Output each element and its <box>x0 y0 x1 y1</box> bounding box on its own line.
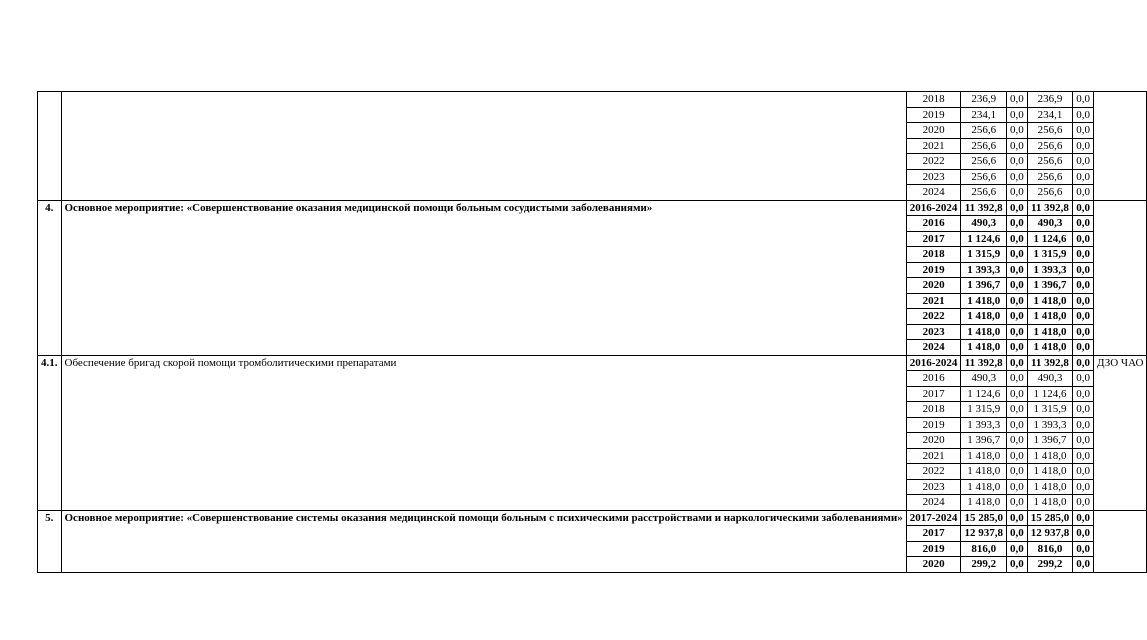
other-cell: 0,0 <box>1073 278 1094 294</box>
year-cell: 2017-2024 <box>906 510 961 526</box>
total-cell: 1 315,9 <box>961 402 1007 418</box>
federal-cell: 0,0 <box>1006 107 1027 123</box>
item-description <box>61 92 906 201</box>
federal-cell: 0,0 <box>1006 417 1027 433</box>
federal-cell: 0,0 <box>1006 340 1027 356</box>
table-body <box>38 92 1147 573</box>
item-description: Основное мероприятие: «Совершенствование оказания медицинской помощи больным сосудистыми заболеваниями» <box>61 200 906 355</box>
year-cell: 2018 <box>906 402 961 418</box>
total-cell: 256,6 <box>961 123 1007 139</box>
regional-cell: 1 418,0 <box>1027 340 1073 356</box>
other-cell: 0,0 <box>1073 433 1094 449</box>
other-cell: 0,0 <box>1073 464 1094 480</box>
executor-cell <box>1093 510 1146 572</box>
federal-cell: 0,0 <box>1006 510 1027 526</box>
other-cell: 0,0 <box>1073 355 1094 371</box>
item-index <box>38 92 62 201</box>
year-cell: 2024 <box>906 340 961 356</box>
federal-cell: 0,0 <box>1006 185 1027 201</box>
other-cell: 0,0 <box>1073 541 1094 557</box>
total-cell: 1 418,0 <box>961 324 1007 340</box>
year-cell: 2018 <box>906 92 961 108</box>
federal-cell: 0,0 <box>1006 92 1027 108</box>
year-cell: 2019 <box>906 107 961 123</box>
other-cell: 0,0 <box>1073 231 1094 247</box>
table-row <box>38 92 1147 108</box>
regional-cell: 256,6 <box>1027 154 1073 170</box>
total-cell: 1 418,0 <box>961 309 1007 325</box>
other-cell: 0,0 <box>1073 247 1094 263</box>
federal-cell: 0,0 <box>1006 247 1027 263</box>
regional-cell: 1 315,9 <box>1027 247 1073 263</box>
other-cell: 0,0 <box>1073 448 1094 464</box>
item-index: 4.1. <box>38 355 62 510</box>
regional-cell: 256,6 <box>1027 138 1073 154</box>
regional-cell: 12 937,8 <box>1027 526 1073 542</box>
total-cell: 11 392,8 <box>961 355 1007 371</box>
year-cell: 2020 <box>906 557 961 573</box>
year-cell: 2019 <box>906 541 961 557</box>
year-cell: 2023 <box>906 169 961 185</box>
federal-cell: 0,0 <box>1006 371 1027 387</box>
total-cell: 1 396,7 <box>961 433 1007 449</box>
total-cell: 12 937,8 <box>961 526 1007 542</box>
regional-cell: 256,6 <box>1027 185 1073 201</box>
other-cell: 0,0 <box>1073 526 1094 542</box>
year-cell: 2022 <box>906 154 961 170</box>
regional-cell: 490,3 <box>1027 371 1073 387</box>
year-cell: 2020 <box>906 433 961 449</box>
federal-cell: 0,0 <box>1006 309 1027 325</box>
total-cell: 256,6 <box>961 154 1007 170</box>
other-cell: 0,0 <box>1073 107 1094 123</box>
year-cell: 2020 <box>906 278 961 294</box>
other-cell: 0,0 <box>1073 402 1094 418</box>
year-cell: 2016 <box>906 216 961 232</box>
total-cell: 1 418,0 <box>961 495 1007 511</box>
other-cell: 0,0 <box>1073 293 1094 309</box>
regional-cell: 234,1 <box>1027 107 1073 123</box>
year-cell: 2021 <box>906 138 961 154</box>
other-cell: 0,0 <box>1073 216 1094 232</box>
federal-cell: 0,0 <box>1006 557 1027 573</box>
regional-cell: 1 418,0 <box>1027 495 1073 511</box>
year-cell: 2017 <box>906 386 961 402</box>
regional-cell: 1 418,0 <box>1027 464 1073 480</box>
regional-cell: 1 393,3 <box>1027 262 1073 278</box>
other-cell: 0,0 <box>1073 200 1094 216</box>
year-cell: 2018 <box>906 247 961 263</box>
regional-cell: 1 393,3 <box>1027 417 1073 433</box>
regional-cell: 490,3 <box>1027 216 1073 232</box>
regional-cell: 1 418,0 <box>1027 293 1073 309</box>
total-cell: 256,6 <box>961 169 1007 185</box>
year-cell: 2017 <box>906 231 961 247</box>
other-cell: 0,0 <box>1073 169 1094 185</box>
regional-cell: 1 418,0 <box>1027 309 1073 325</box>
federal-cell: 0,0 <box>1006 324 1027 340</box>
year-cell: 2020 <box>906 123 961 139</box>
other-cell: 0,0 <box>1073 185 1094 201</box>
total-cell: 256,6 <box>961 185 1007 201</box>
year-cell: 2022 <box>906 464 961 480</box>
federal-cell: 0,0 <box>1006 200 1027 216</box>
year-cell: 2021 <box>906 448 961 464</box>
year-cell: 2016-2024 <box>906 355 961 371</box>
regional-cell: 1 124,6 <box>1027 386 1073 402</box>
total-cell: 1 315,9 <box>961 247 1007 263</box>
year-cell: 2023 <box>906 479 961 495</box>
total-cell: 1 393,3 <box>961 417 1007 433</box>
federal-cell: 0,0 <box>1006 123 1027 139</box>
federal-cell: 0,0 <box>1006 386 1027 402</box>
federal-cell: 0,0 <box>1006 278 1027 294</box>
federal-cell: 0,0 <box>1006 293 1027 309</box>
executor-cell <box>1093 200 1146 355</box>
table-row <box>38 355 1147 371</box>
federal-cell: 0,0 <box>1006 355 1027 371</box>
other-cell: 0,0 <box>1073 262 1094 278</box>
federal-cell: 0,0 <box>1006 433 1027 449</box>
other-cell: 0,0 <box>1073 479 1094 495</box>
federal-cell: 0,0 <box>1006 479 1027 495</box>
federal-cell: 0,0 <box>1006 169 1027 185</box>
regional-cell: 1 315,9 <box>1027 402 1073 418</box>
other-cell: 0,0 <box>1073 371 1094 387</box>
year-cell: 2017 <box>906 526 961 542</box>
total-cell: 234,1 <box>961 107 1007 123</box>
federal-cell: 0,0 <box>1006 464 1027 480</box>
year-cell: 2016-2024 <box>906 200 961 216</box>
total-cell: 1 418,0 <box>961 293 1007 309</box>
item-index: 5. <box>38 510 62 572</box>
regional-cell: 1 418,0 <box>1027 479 1073 495</box>
regional-cell: 1 124,6 <box>1027 231 1073 247</box>
federal-cell: 0,0 <box>1006 495 1027 511</box>
item-index: 4. <box>38 200 62 355</box>
federal-cell: 0,0 <box>1006 216 1027 232</box>
year-cell: 2019 <box>906 262 961 278</box>
regional-cell: 11 392,8 <box>1027 355 1073 371</box>
regional-cell: 256,6 <box>1027 123 1073 139</box>
year-cell: 2019 <box>906 417 961 433</box>
year-cell: 2021 <box>906 293 961 309</box>
year-cell: 2024 <box>906 495 961 511</box>
federal-cell: 0,0 <box>1006 262 1027 278</box>
other-cell: 0,0 <box>1073 386 1094 402</box>
regional-cell: 1 418,0 <box>1027 324 1073 340</box>
regional-cell: 256,6 <box>1027 169 1073 185</box>
regional-cell: 1 396,7 <box>1027 433 1073 449</box>
regional-cell: 299,2 <box>1027 557 1073 573</box>
total-cell: 236,9 <box>961 92 1007 108</box>
other-cell: 0,0 <box>1073 510 1094 526</box>
regional-cell: 15 285,0 <box>1027 510 1073 526</box>
federal-cell: 0,0 <box>1006 231 1027 247</box>
total-cell: 11 392,8 <box>961 200 1007 216</box>
total-cell: 490,3 <box>961 371 1007 387</box>
regional-cell: 816,0 <box>1027 541 1073 557</box>
federal-cell: 0,0 <box>1006 402 1027 418</box>
regional-cell: 236,9 <box>1027 92 1073 108</box>
budget-table <box>37 91 1147 573</box>
other-cell: 0,0 <box>1073 123 1094 139</box>
total-cell: 1 124,6 <box>961 386 1007 402</box>
other-cell: 0,0 <box>1073 495 1094 511</box>
federal-cell: 0,0 <box>1006 526 1027 542</box>
table-row <box>38 510 1147 526</box>
year-cell: 2024 <box>906 185 961 201</box>
total-cell: 1 418,0 <box>961 464 1007 480</box>
year-cell: 2016 <box>906 371 961 387</box>
total-cell: 1 396,7 <box>961 278 1007 294</box>
total-cell: 1 393,3 <box>961 262 1007 278</box>
regional-cell: 1 396,7 <box>1027 278 1073 294</box>
total-cell: 816,0 <box>961 541 1007 557</box>
total-cell: 15 285,0 <box>961 510 1007 526</box>
federal-cell: 0,0 <box>1006 541 1027 557</box>
regional-cell: 11 392,8 <box>1027 200 1073 216</box>
total-cell: 299,2 <box>961 557 1007 573</box>
total-cell: 1 418,0 <box>961 448 1007 464</box>
total-cell: 490,3 <box>961 216 1007 232</box>
other-cell: 0,0 <box>1073 324 1094 340</box>
item-description: Основное мероприятие: «Совершенствование системы оказания медицинской помощи больным с психическими расстройствами и наркологическими заболеваниями» <box>61 510 906 572</box>
total-cell: 1 418,0 <box>961 479 1007 495</box>
other-cell: 0,0 <box>1073 154 1094 170</box>
executor-cell: ДЗО ЧАО <box>1093 355 1146 510</box>
table-row <box>38 200 1147 216</box>
federal-cell: 0,0 <box>1006 138 1027 154</box>
executor-cell <box>1093 92 1146 201</box>
federal-cell: 0,0 <box>1006 154 1027 170</box>
other-cell: 0,0 <box>1073 92 1094 108</box>
other-cell: 0,0 <box>1073 309 1094 325</box>
item-description: Обеспечение бригад скорой помощи тромболитическими препаратами <box>61 355 906 510</box>
year-cell: 2022 <box>906 309 961 325</box>
total-cell: 1 418,0 <box>961 340 1007 356</box>
regional-cell: 1 418,0 <box>1027 448 1073 464</box>
other-cell: 0,0 <box>1073 417 1094 433</box>
total-cell: 256,6 <box>961 138 1007 154</box>
other-cell: 0,0 <box>1073 138 1094 154</box>
total-cell: 1 124,6 <box>961 231 1007 247</box>
federal-cell: 0,0 <box>1006 448 1027 464</box>
other-cell: 0,0 <box>1073 340 1094 356</box>
other-cell: 0,0 <box>1073 557 1094 573</box>
year-cell: 2023 <box>906 324 961 340</box>
